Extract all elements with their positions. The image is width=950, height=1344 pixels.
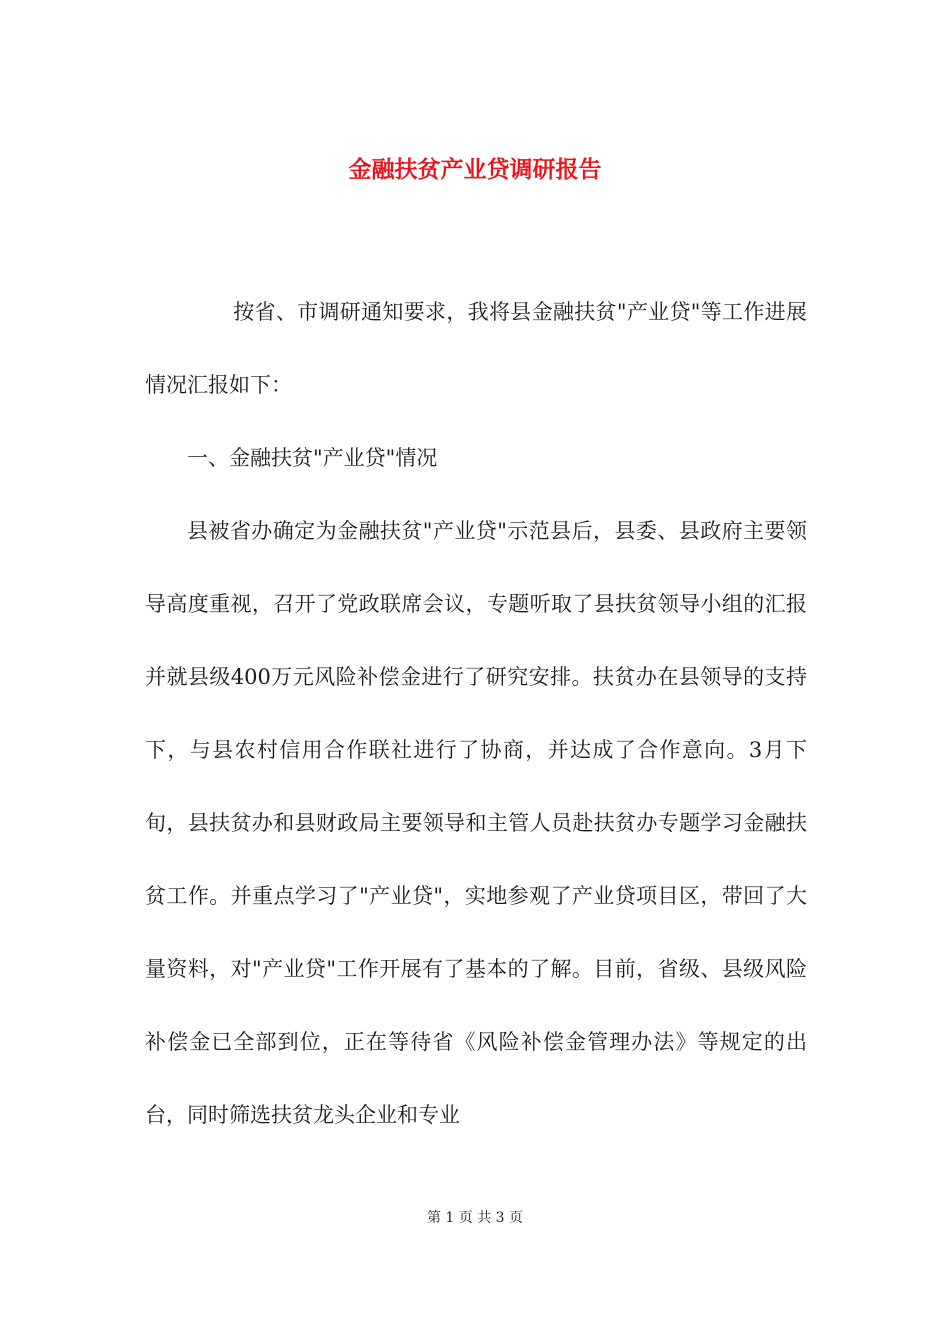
- page-title: 金融扶贫产业贷调研报告: [348, 156, 602, 184]
- body-paragraph: 县被省办确定为金融扶贫"产业贷"示范县后，县委、县政府主要领导高度重视，召开了党政联席会议，专题听取了县扶贫领导小组的汇报并就县级400万元风险补偿金进行了研究安排。扶贫办在县领导的支持下，与县农村信用合作联社进行了协商，并达成了合作意向。3月下旬，县扶贫办和县财政局主要领导和主管人员赴扶贫办专题学习金融扶贫工作。并重点学习了"产业贷"，实地参观了产业贷项目区，带回了大量资料，对"产业贷"工作开展有了基本的了解。目前，省级、县级风险补偿金已全部到位，正在等待省《风险补偿金管理办法》等规定的出台，同时筛选扶贫龙头企业和专业: [145, 519, 807, 1127]
- page-footer: 第 1 页 共 3 页: [426, 1210, 524, 1226]
- section-heading: 一、金融扶贫"产业贷"情况: [187, 446, 438, 470]
- intro-paragraph: 按省、市调研通知要求，我将县金融扶贫"产业贷"等工作进展情况汇报如下：: [145, 300, 807, 397]
- document-body: [145, 276, 807, 1152]
